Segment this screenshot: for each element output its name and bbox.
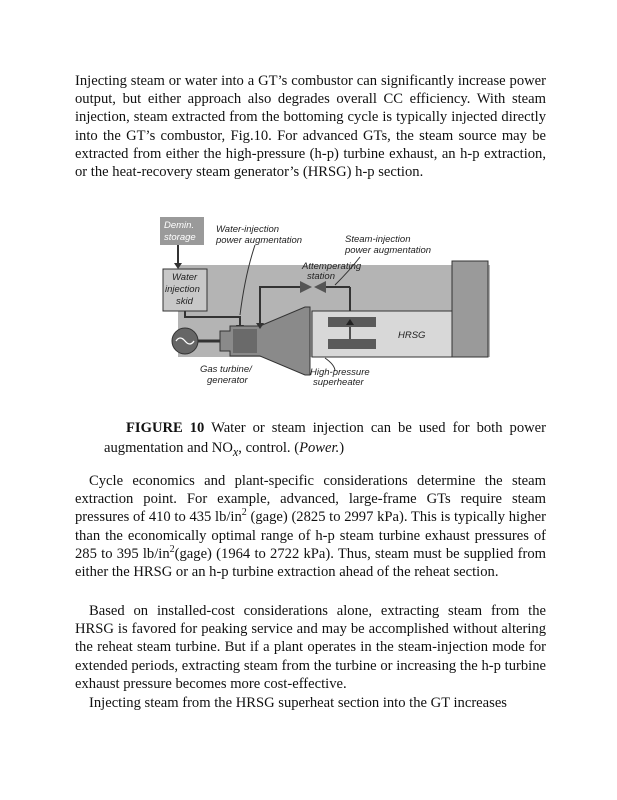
skid-label-2: injection <box>165 284 200 295</box>
combustor-section <box>233 329 257 353</box>
p2-text-a: Cycle economics and plant-specific considerations determine the steam extraction point. For example, advanced, large-frame GTs require steam pressures of 410 to 435 lb/in <box>75 473 546 526</box>
water-injection-label-2: power augmentation <box>216 235 303 246</box>
p2-text-b: (gage) (2825 to 2997 kPa). This is typically higher than the economically optimal range of h-p steam turbine exhaust pressures of 285 to 395 lb/in <box>75 509 546 562</box>
hp-superheater-label-2: superheater <box>313 377 364 388</box>
p2-text-c: (gage) (1964 to 2722 kPa). Thus, steam must be supplied from either the HRSG or an h-p turbine extraction ahead of the reheat section. <box>75 545 546 581</box>
attemperating-label-1: Attemperating <box>302 261 362 272</box>
paragraph-3: Based on installed-cost considerations alone, extracting steam from the HRSG is favored for peaking service and may be accomplished without altering the reheat steam turbine. But if a plant operates in the steam-injection mode for extended periods, extracting steam from the turbine or increasing the h-p turbine exhaust pressure becomes more cost-effective. <box>75 603 546 692</box>
skid-label-3: skid <box>176 296 193 307</box>
injection-schematic <box>160 215 490 390</box>
gas-turbine-label-1: Gas turbine/ <box>200 364 252 375</box>
gas-turbine-label-2: generator <box>207 375 248 386</box>
skid-label-1: Water <box>172 272 198 283</box>
hrsg-stack <box>452 261 488 357</box>
hrsg-label: HRSG <box>398 330 426 341</box>
caption-text-c: ) <box>339 440 345 456</box>
figure-10-diagram <box>160 215 490 390</box>
caption-text-b: , control. ( <box>238 440 300 456</box>
caption-source: Power. <box>299 440 340 456</box>
figure-label: FIGURE 10 <box>126 420 205 436</box>
steam-injection-label-1: Steam-injection <box>345 234 411 245</box>
superheater-coil-bottom <box>328 339 376 349</box>
paragraph-1: Injecting steam or water into a GT’s combustor can significantly increase power output, but either approach also degrades overall CC efficiency. With steam injection, steam extracted from the bottoming cycle is typically injected directly into the GT’s combustor, Fig.10. For advanced GTs, the steam source may be extracted from either the high-pressure (h-p) turbine exhaust, an h-p extraction, or the heat-recovery steam generator’s (HRSG) h-p section. <box>75 73 546 181</box>
demin-label-1: Demin. <box>164 220 195 231</box>
figure-caption <box>104 418 546 462</box>
attemperating-label-2: station <box>307 271 335 282</box>
water-injection-label-1: Water-injection <box>216 224 280 235</box>
paragraph-4: Injecting steam from the HRSG superheat section into the GT increases <box>89 695 507 711</box>
caption-subscript-x: x <box>232 444 239 459</box>
hp-superheater-label-1: High-pressure <box>310 367 370 378</box>
superscript-2a: 2 <box>241 507 247 519</box>
paragraph-2 <box>75 472 546 581</box>
demin-label-2: storage <box>164 232 196 243</box>
steam-injection-label-2: power augmentation <box>345 245 432 256</box>
superscript-2b: 2 <box>169 543 175 555</box>
caption-text-a: Water or steam injection can be used for both power augmentation and NO <box>104 420 547 456</box>
